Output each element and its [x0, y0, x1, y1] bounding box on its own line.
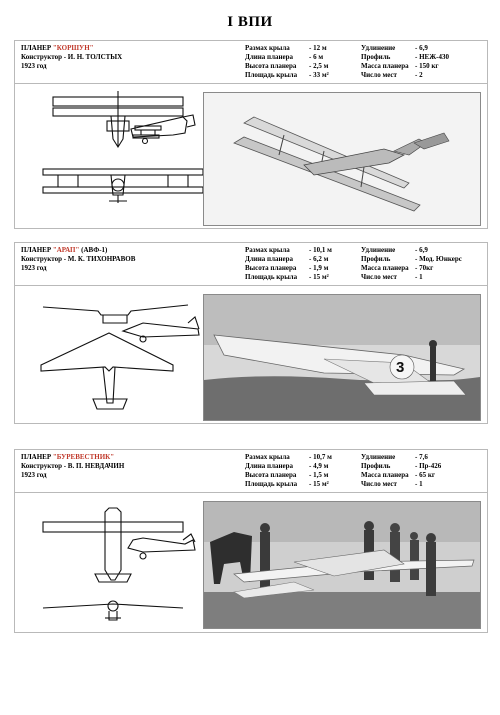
specs-right: Удлинение - 7,6 Профиль - Пр-426 Масса планера - 65 кг Число мест - 1 — [361, 453, 442, 488]
specs-right: Удлинение - 6,9 Профиль - НЕЖ-430 Масса планера - 150 кг Число мест - 2 — [361, 44, 449, 79]
glider-photo — [203, 92, 481, 226]
specs-left: Размах крыла - 12 м Длина планера - 6 м Высота планера - 2,5 м Площадь крыла - 33 м² — [245, 44, 329, 79]
glider-card-burevestnik — [14, 449, 488, 633]
glider-card-arap — [14, 242, 488, 424]
glider-name: "АРАП" — [52, 246, 80, 254]
three-view-drawing — [23, 293, 203, 419]
glider-year: 1923 год — [21, 264, 47, 272]
glider-name: "БУРЕВЕСТНИК" — [52, 453, 115, 461]
glider-number-marking: 3 — [396, 359, 405, 376]
specs-right: Удлинение - 6,9 Профиль - Мод. Юнкерс Масса планера - 70кг Число мест - 1 — [361, 246, 462, 281]
glider-photo — [203, 294, 481, 421]
glider-name-block — [21, 44, 122, 71]
glider-info-header — [15, 41, 487, 84]
three-view-drawing — [23, 500, 203, 628]
page-title: I ВПИ — [227, 14, 273, 30]
glider-name-block — [21, 453, 124, 480]
glider-title-line: ПЛАНЕР "КОРШУН" — [21, 44, 94, 52]
glider-name: "КОРШУН" — [52, 44, 94, 52]
glider-title-line: ПЛАНЕР "БУРЕВЕСТНИК" — [21, 453, 115, 461]
glider-name-block — [21, 246, 135, 273]
glider-year: 1923 год — [21, 62, 47, 70]
glider-card-korshun — [14, 40, 488, 229]
glider-constructor: Конструктор - И. Н. ТОЛСТЫХ — [21, 53, 123, 61]
glider-info-header — [15, 243, 487, 286]
glider-title-line: ПЛАНЕР "АРАП" (АВФ-1) — [21, 246, 108, 254]
glider-info-header — [15, 450, 487, 493]
three-view-drawing — [23, 91, 203, 226]
specs-left: Размах крыла - 10,1 м Длина планера - 6,2 м Высота планера - 1,9 м Площадь крыла - 15 м² — [245, 246, 332, 281]
glider-constructor: Конструктор - М. К. ТИХОНРАВОВ — [21, 255, 136, 263]
glider-constructor: Конструктор - В. П. НЕВДАЧИН — [21, 462, 125, 470]
glider-year: 1923 год — [21, 471, 47, 479]
specs-left: Размах крыла - 10,7 м Длина планера - 4,9 м Высота планера - 1,5 м Площадь крыла - 15 м² — [245, 453, 332, 488]
glider-photo — [203, 501, 481, 629]
